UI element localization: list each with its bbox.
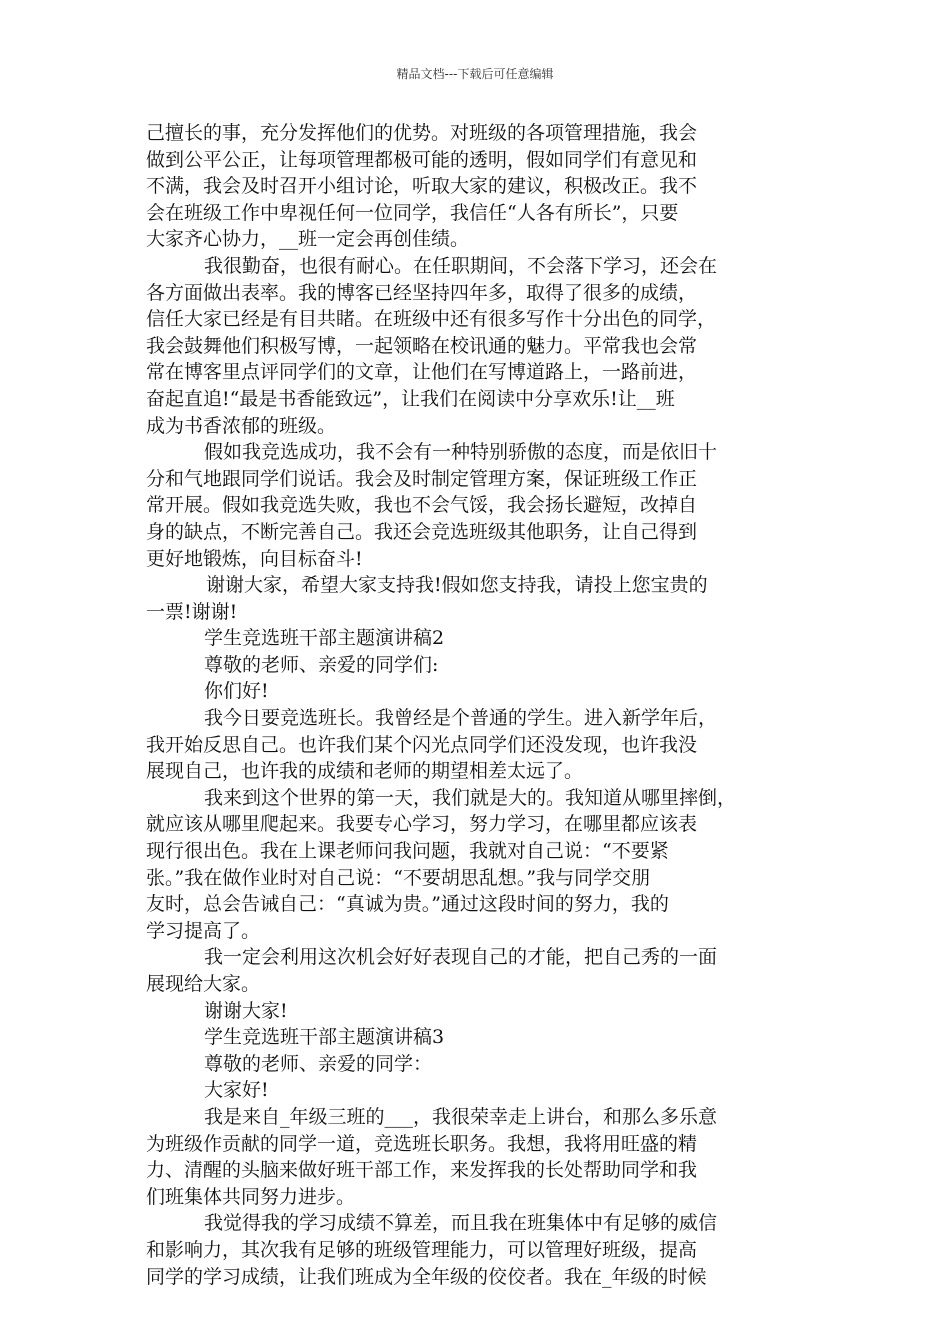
text-line: 学习提高了。 xyxy=(146,919,261,942)
text-line: 力、清醒的头脑来做好班干部工作，来发挥我的长处帮助同学和我 xyxy=(146,1159,698,1182)
text-line: 现行很出色。我在上课老师问我问题，我就对自己说：“不要紧 xyxy=(146,840,669,863)
text-line: 学生竞选班干部主题演讲稿2 xyxy=(204,627,445,650)
text-line: 信任大家已经是有目共睹。在班级中还有很多写作十分出色的同学， xyxy=(146,308,717,331)
text-line: 更好地锻炼，向目标奋斗! xyxy=(146,547,363,570)
text-line: 谢谢大家，希望大家支持我!假如您支持我，请投上您宝贵的 xyxy=(206,574,708,597)
text-line: 我觉得我的学习成绩不算差，而且我在班集体中有足够的威信 xyxy=(204,1212,718,1235)
text-line: 奋起直追!“最是书香能致远”，让我们在阅读中分享欢乐!让__班 xyxy=(146,387,675,410)
text-line: 我今日要竞选班长。我曾经是个普通的学生。进入新学年后， xyxy=(204,707,718,730)
text-line: 大家好! xyxy=(204,1079,269,1102)
text-line: 我是来自_年级三班的___，我很荣幸走上讲台，和那么多乐意 xyxy=(204,1105,718,1128)
text-line: 友时，总会告诫自己：“真诚为贵。”通过这段时间的努力，我的 xyxy=(146,893,669,916)
text-line: 们班集体共同努力进步。 xyxy=(146,1185,356,1208)
text-line: 谢谢大家! xyxy=(204,999,288,1022)
text-line: 你们好! xyxy=(204,680,269,703)
text-line: 不满，我会及时召开小组讨论，听取大家的建议，积极改正。我不 xyxy=(146,175,698,198)
text-line: 我很勤奋，也很有耐心。在任职期间，不会落下学习，还会在 xyxy=(204,254,718,277)
text-line: 分和气地跟同学们说话。我会及时制定管理方案，保证班级工作正 xyxy=(146,467,698,490)
text-line: 就应该从哪里爬起来。我要专心学习，努力学习，在哪里都应该表 xyxy=(146,813,698,836)
text-line: 学生竞选班干部主题演讲稿3 xyxy=(204,1026,445,1049)
document-body xyxy=(146,120,806,1290)
text-line: 做到公平公正，让每项管理都极可能的透明，假如同学们有意见和 xyxy=(146,148,698,171)
text-line: 假如我竞选成功，我不会有一种特别骄傲的态度，而是依旧十 xyxy=(204,441,718,464)
text-line: 我一定会利用这次机会好好表现自己的才能，把自己秀的一面 xyxy=(204,946,718,969)
page-header: 精品文档---下载后可任意编辑 xyxy=(396,67,554,81)
text-line: 同学的学习成绩，让我们班成为全年级的佼佼者。我在_年级的时候 xyxy=(146,1265,707,1288)
text-line: 大家齐心协力，__班一定会再创佳绩。 xyxy=(146,228,470,251)
text-line: 张。”我在做作业时对自己说：“不要胡思乱想。”我与同学交朋 xyxy=(146,866,651,889)
text-line: 常开展。假如我竞选失败，我也不会气馁，我会扬长避短，改掉自 xyxy=(146,494,698,517)
text-line: 尊敬的老师、亲爱的同学： xyxy=(204,1052,433,1075)
text-line: 为班级作贡献的同学一道，竞选班长职务。我想，我将用旺盛的精 xyxy=(146,1132,698,1155)
text-line: 身的缺点，不断完善自己。我还会竞选班级其他职务，让自己得到 xyxy=(146,520,698,543)
text-line: 会在班级工作中卑视任何一位同学，我信任“人各有所长”，只要 xyxy=(146,201,679,224)
text-line: 成为书香浓郁的班级。 xyxy=(146,414,337,437)
text-line: 我开始反思自己。也许我们某个闪光点同学们还没发现，也许我没 xyxy=(146,733,698,756)
text-line: 我来到这个世界的第一天，我们就是大的。我知道从哪里摔倒， xyxy=(204,786,737,809)
text-line: 各方面做出表率。我的博客已经坚持四年多，取得了很多的成绩， xyxy=(146,281,698,304)
text-line: 一票!谢谢! xyxy=(146,600,238,623)
text-line: 己擅长的事，充分发挥他们的优势。对班级的各项管理措施，我会 xyxy=(146,122,698,144)
text-line: 和影响力，其次我有足够的班级管理能力，可以管理好班级，提高 xyxy=(146,1238,698,1261)
text-line: 尊敬的老师、亲爱的同学们: xyxy=(204,653,439,676)
text-line: 我会鼓舞他们积极写博，一起领略在校讯通的魅力。平常我也会常 xyxy=(146,334,698,357)
text-line: 常在博客里点评同学们的文章，让他们在写博道路上，一路前进， xyxy=(146,361,698,384)
text-line: 展现给大家。 xyxy=(146,973,261,995)
text-line: 展现自己，也许我的成绩和老师的期望相差太远了。 xyxy=(146,760,584,783)
